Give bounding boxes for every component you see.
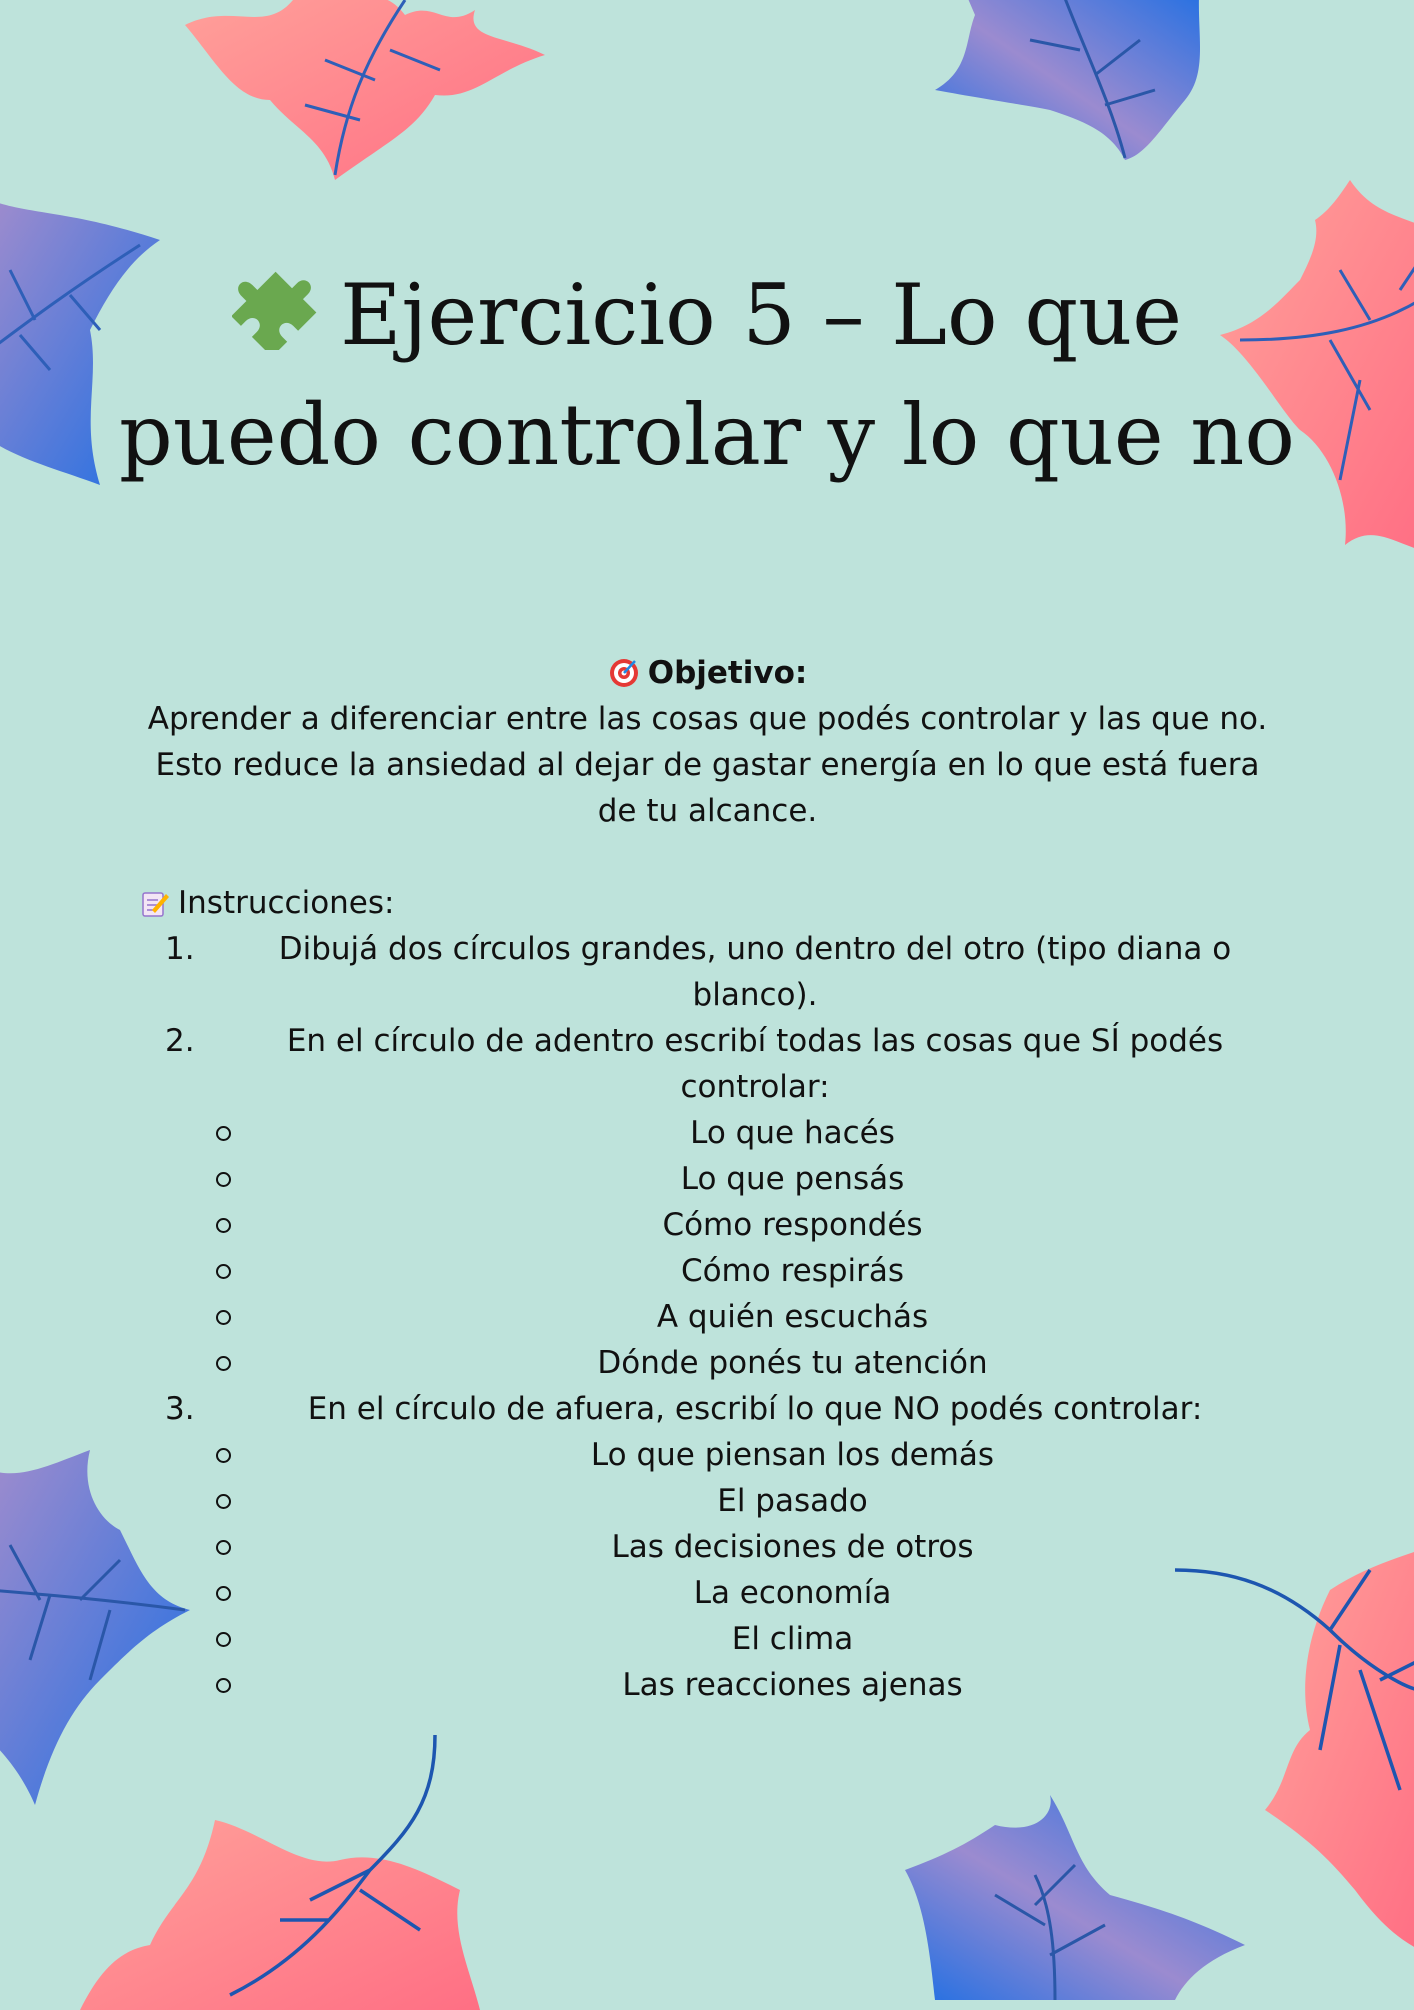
step-item-2 (140, 1018, 1275, 1110)
target-icon (608, 656, 640, 688)
objective-text: Aprender a diferenciar entre las cosas que podés controlar y las que no. Esto reduce la ansiedad al dejar de gastar energía en lo que está fuera de tu alcance. (147, 701, 1268, 829)
bullet-circle-icon (216, 1264, 231, 1279)
memo-pencil-icon (140, 888, 170, 918)
cannot-control-item: Las reacciones ajenas (140, 1662, 1275, 1708)
step-number: 3. (165, 1391, 195, 1427)
leaf-decoration-top-center (930, 0, 1220, 180)
can-control-item: A quién escuchás (140, 1294, 1275, 1340)
can-control-item: Lo que pensás (140, 1156, 1275, 1202)
can-control-item: Cómo respirás (140, 1248, 1275, 1294)
objective-heading (140, 650, 1275, 696)
bullet-circle-icon (216, 1586, 231, 1601)
cannot-control-item: Lo que piensan los demás (140, 1432, 1275, 1478)
instructions-heading-text: Instrucciones: (178, 885, 395, 921)
can-control-item: Cómo respondés (140, 1202, 1275, 1248)
page-title (0, 255, 1414, 495)
title-line-1-text: Ejercicio 5 – Lo que (340, 266, 1182, 364)
cannot-control-item: El pasado (140, 1478, 1275, 1524)
bullet-circle-icon (216, 1632, 231, 1647)
puzzle-piece-icon (232, 264, 318, 350)
step-text: Dibujá dos círculos grandes, uno dentro del otro (tipo diana o blanco). (278, 931, 1232, 1013)
bullet-circle-icon (216, 1540, 231, 1555)
cannot-control-item: Las decisiones de otros (140, 1524, 1275, 1570)
cannot-control-item: El clima (140, 1616, 1275, 1662)
exercise-content (140, 650, 1275, 1708)
bullet-circle-icon (216, 1218, 231, 1233)
can-control-item: Lo que hacés (140, 1110, 1275, 1156)
can-control-item: Dónde ponés tu atención (140, 1340, 1275, 1386)
bullet-circle-icon (216, 1126, 231, 1141)
leaf-decoration-bottom-right (885, 1795, 1245, 2000)
objective-heading-text: Objetivo: (647, 655, 808, 691)
bullet-circle-icon (216, 1494, 231, 1509)
bullet-circle-icon (216, 1356, 231, 1371)
title-line-1 (0, 255, 1414, 375)
bullet-circle-icon (216, 1678, 231, 1693)
step-item-1 (140, 926, 1275, 1018)
leaf-decoration-top-left (175, 0, 555, 200)
step-number: 1. (165, 931, 195, 967)
cannot-control-item: La economía (140, 1570, 1275, 1616)
step-text: En el círculo de afuera, escribí lo que NO podés controlar: (307, 1391, 1203, 1427)
bullet-circle-icon (216, 1310, 231, 1325)
leaf-decoration-bottom-left (80, 1720, 480, 2010)
step-number: 2. (165, 1023, 195, 1059)
bullet-circle-icon (216, 1448, 231, 1463)
title-line-2: puedo controlar y lo que no (119, 386, 1295, 484)
bullet-circle-icon (216, 1172, 231, 1187)
step-item-3 (140, 1386, 1275, 1432)
step-text: En el círculo de adentro escribí todas las cosas que SÍ podés controlar: (286, 1023, 1224, 1105)
instructions-heading (140, 880, 1275, 926)
